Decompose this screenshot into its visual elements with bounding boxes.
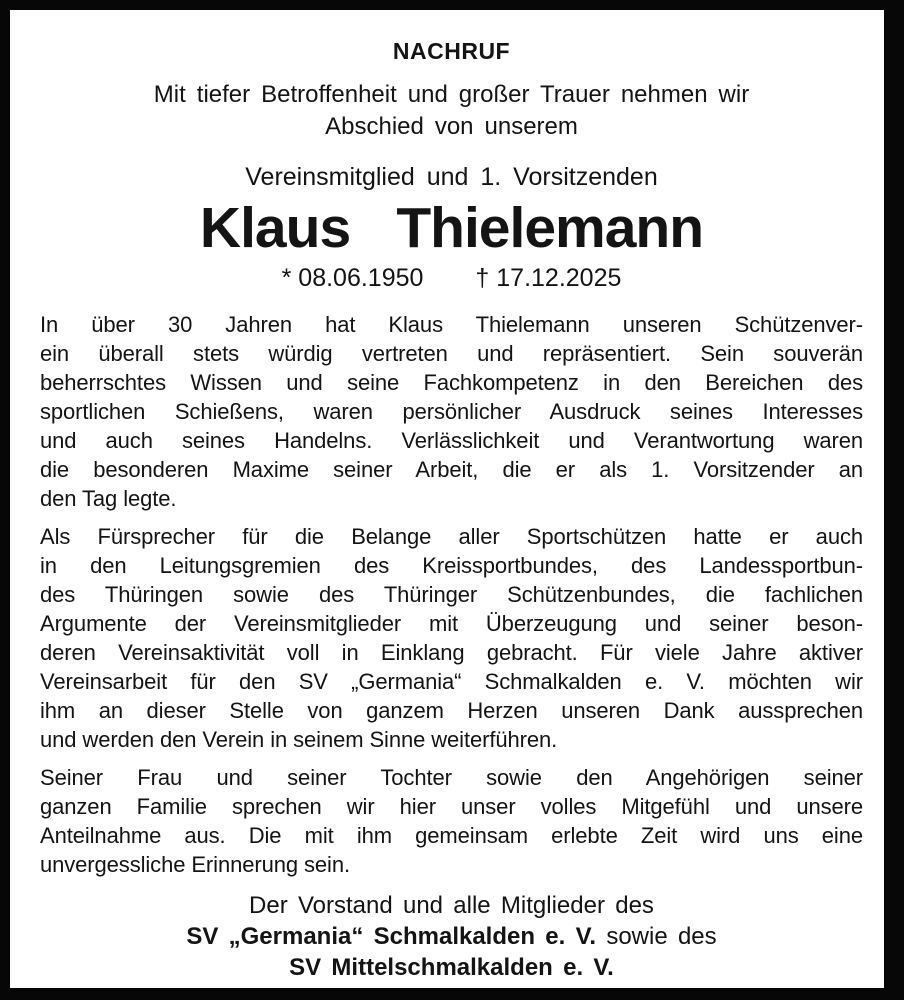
body-line: Anteilnahme aus. Die mit ihm gemeinsam erlebte Zeit wird uns eine — [40, 823, 863, 848]
body-line: Als Fürsprecher für die Belange aller Sportschützen hatte er auch — [40, 524, 863, 549]
closing-line: Der Vorstand und alle Mitglieder des — [249, 892, 654, 919]
body-line: die besonderen Maxime seiner Arbeit, die er als 1. Vorsitzender an — [40, 457, 863, 482]
intro-block — [40, 79, 863, 143]
body-line: Seiner Frau und seiner Tochter sowie den Angehörigen seiner — [40, 765, 863, 790]
body-line: beherrschtes Wissen und seine Fachkompetenz in den Bereichen des — [40, 370, 863, 395]
intro-line: Mit tiefer Betroffenheit und großer Trauer nehmen wir — [153, 81, 750, 108]
obituary-page — [10, 10, 884, 988]
body-line: Vereinsarbeit für den SV „Germania“ Schmalkalden e. V. möchten wir — [40, 669, 863, 694]
body-line: und werden den Verein in seinem Sinne weiterführen. — [40, 727, 558, 752]
body-line: deren Vereinsaktivität voll in Einklang gebracht. Für viele Jahre aktiver — [40, 640, 863, 665]
role-line: Vereinsmitglied und 1. Vorsitzenden — [245, 163, 658, 191]
paragraph — [40, 522, 863, 754]
intro-line: Abschied von unserem — [325, 113, 578, 140]
closing-block — [40, 890, 863, 983]
body-line: unvergessliche Erinnerung sein. — [40, 852, 350, 877]
deceased-name: Klaus Thielemann — [199, 196, 704, 260]
birth-date: * 08.06.1950 — [281, 264, 424, 292]
body-line: des Thüringen sowie des Thüringer Schützenbundes, die fachlichen — [40, 582, 863, 607]
club-name-germania: SV „Germania“ Schmalkalden e. V. — [186, 923, 597, 950]
body-line: ganzen Familie sprechen wir hier unser volles Mitgefühl und unsere — [40, 794, 863, 819]
closing-line — [40, 952, 863, 983]
death-date: † 17.12.2025 — [475, 264, 622, 292]
body-line: und auch seines Handelns. Verlässlichkeit und Verantwortung waren — [40, 428, 863, 453]
paragraph — [40, 310, 863, 513]
body-line: sportlichen Schießens, waren persönlicher Ausdruck seines Interesses — [40, 399, 863, 424]
paragraph — [40, 763, 863, 879]
body-line: ihm an dieser Stelle von ganzem Herzen unseren Dank aussprechen — [40, 698, 863, 723]
obituary-body — [40, 310, 863, 879]
body-line: den Tag legte. — [40, 486, 177, 511]
closing-line: SV „Germania“ Schmalkalden e. V. sowie des — [186, 923, 717, 950]
body-line: in den Leitungsgremien des Kreissportbundes, des Landessportbun- — [40, 553, 863, 578]
club-name-mittelschmalkalden: SV Mittelschmalkalden e. V. — [289, 954, 614, 981]
body-line: In über 30 Jahren hat Klaus Thielemann unseren Schützenver- — [40, 312, 863, 337]
life-dates — [40, 262, 863, 294]
body-line: Argumente der Vereinsmitglieder mit Überzeugung und seiner beson- — [40, 611, 863, 636]
kicker-nachruf: NACHRUF — [392, 38, 511, 64]
body-line: ein überall stets würdig vertreten und repräsentiert. Sein souverän — [40, 341, 863, 366]
